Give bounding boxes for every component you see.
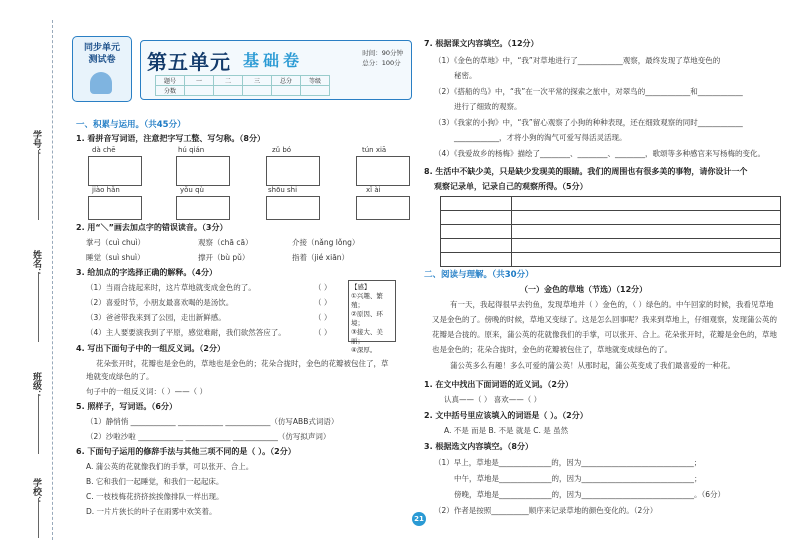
writing-grid[interactable] (176, 156, 230, 186)
definition-item: ④深厚。 (351, 346, 377, 354)
score-head-cell: 二 (214, 76, 243, 86)
q4-text: 花朵张开时，花瓣也是金色的，草地也是金色的；花朵合拢时，金色的花瓣被包住了，草 (96, 359, 389, 368)
writing-grid[interactable] (176, 196, 230, 220)
score-cell[interactable] (301, 86, 330, 96)
school-label: 学校： (31, 478, 41, 505)
score-head-cell: 题号 (156, 76, 185, 86)
score-head-cell: 等级 (301, 76, 330, 86)
page-number: 21 (412, 512, 426, 526)
id-label: 学号： (31, 130, 41, 157)
id-blank[interactable] (38, 150, 39, 220)
r2-options[interactable]: A. 不是 而是 B. 不是 就是 C. 是 虽然 (444, 426, 569, 435)
q6-option[interactable]: B. 它和我们一起睡觉，和我们一起起床。 (86, 477, 224, 486)
class-blank[interactable] (38, 394, 39, 454)
question-4: 4. 写出下面句子中的一组反义词。（2分） (76, 344, 225, 353)
pinyin-label: zǔ bó (272, 146, 292, 154)
reading-choice[interactable]: 介接（nǎng lǒng） (292, 238, 360, 247)
writing-grid[interactable] (356, 196, 410, 220)
writing-grid[interactable] (88, 156, 142, 186)
score-head-cell: 三 (243, 76, 272, 86)
q7-line: 秘密。 (454, 71, 477, 80)
reading-title: （一）金色的草地（节选）（12分） (520, 285, 648, 294)
name-blank[interactable] (38, 272, 39, 342)
school-blank[interactable] (38, 498, 39, 538)
answer-paren[interactable]: （ ） (314, 313, 332, 322)
reading-choice[interactable]: 掌弓（cuì chuì） (86, 238, 146, 247)
exam-meta (362, 48, 403, 68)
reading-choice[interactable]: 指着（jié xiān） (292, 253, 350, 262)
section-1-heading: 一、积累与运用。（共45分） (76, 120, 186, 130)
writing-grid[interactable] (266, 156, 320, 186)
exam-time: 时间：90分钟 (362, 49, 403, 57)
definition-item: ②原因、环境； (351, 310, 383, 327)
reading-question-2: 2. 文中括号里应该填入的词语是（ ）。（2分） (424, 411, 588, 420)
writing-grid[interactable] (88, 196, 142, 220)
q7-line[interactable]: ____________，才将小狗的淘气可爱写得活灵活现。 (454, 133, 627, 142)
q4-answer[interactable]: 句子中的一组反义词：（ ）——（ ） (86, 387, 208, 396)
answer-paren[interactable]: （ ） (314, 328, 332, 337)
q5-line[interactable]: （2）沙啦沙啦 ____________ ____________ ____________（仿写拟声词） (86, 432, 331, 441)
r3-line[interactable]: 傍晚，草地是______________的，因为______________________________。（6分） (454, 490, 726, 499)
q3-item: （2）喜爱时节，小朋友最喜欢喝的是汤饮。 (86, 298, 234, 307)
score-cell[interactable] (243, 86, 272, 96)
reading-choice[interactable]: 睡觉（suì shuì） (86, 253, 145, 262)
question-8: 8. 生活中不缺少美，只是缺少发现美的眼睛。我们的周围也有很多美的事物，请你设计一个 (424, 167, 748, 176)
question-2: 2. 用“＼”画去加点字的错误读音。（3分） (76, 223, 228, 232)
q6-option[interactable]: D. 一片片狭长的叶子在雨雾中欢笑着。 (86, 507, 217, 516)
exam-total: 总分：100分 (362, 59, 401, 67)
question-5: 5. 照样子，写词语。（6分） (76, 402, 177, 411)
pinyin-label: yǒu qù (180, 186, 204, 194)
pinyin-label: shōu shi (268, 186, 298, 194)
r3-line[interactable]: （1）早上，草地是______________的，因为______________________________； (434, 458, 702, 467)
score-cell[interactable] (272, 86, 301, 96)
q3-item: （3）爸爸带我来到了公园，走出新鲜感。 (86, 313, 226, 322)
q3-item: （4）主人要要演我到了平原，感觉难耐，我们欲然答应了。 (86, 328, 286, 337)
answer-paren[interactable]: （ ） (314, 283, 332, 292)
q3-item: （1）当雨合拢起来时，这片草地就变成金色的了。 (86, 283, 256, 292)
question-1: 1. 看拼音写词语，注意把字写工整、写匀称。（8分） (76, 134, 265, 143)
score-table (155, 75, 330, 96)
q7-line[interactable]: （3）《我家的小狗》中，“我”留心观察了小狗的种种表现，还在细致观察的同时____________ (434, 118, 743, 127)
binding-line (52, 20, 53, 540)
q6-option[interactable]: C. 一枝枝梅花挤挤挨挨像排队一样出现。 (86, 492, 224, 501)
badge-line-2: 测试卷 (88, 55, 116, 65)
badge-line-1: 同步单元 (83, 43, 120, 53)
q6-option[interactable]: A. 蒲公英的花就像我们的手掌，可以张开、合上。 (86, 462, 254, 471)
q5-line[interactable]: （1）静悄悄 ____________ ____________ ____________（仿写ABB式词语） (86, 417, 339, 426)
name-label: 姓名： (31, 250, 41, 277)
q7-line[interactable]: （4）《我爱故乡的杨梅》描绘了________、________、________，歌颂等多种感官来写杨梅的变化。 (434, 149, 766, 158)
q4-text: 地就变成绿色的了。 (86, 372, 154, 381)
question-7: 7. 根据课文内容填空。（12分） (424, 39, 539, 48)
r1-answer[interactable]: 认真——（ ） 喜欢——（ ） (444, 395, 542, 404)
q7-line: 进行了细致的观察。 (454, 102, 522, 111)
score-head-cell: 总分 (272, 76, 301, 86)
rocket-icon (90, 72, 112, 94)
title-banner (140, 40, 412, 100)
reading-question-1: 1. 在文中找出下面词语的近义词。（2分） (424, 380, 573, 389)
reading-question-3: 3. 根据选文内容填空。（8分） (424, 442, 533, 451)
answer-paren[interactable]: （ ） (314, 298, 332, 307)
pinyin-label: tún xiā (362, 146, 387, 154)
question-8-cont: 观察记录单，记录自己的观察所得。（5分） (434, 182, 588, 191)
pinyin-label: dà chē (92, 146, 116, 154)
class-label: 班级： (31, 372, 41, 399)
definition-item: ③接大、美丽； (351, 328, 383, 345)
question-3: 3. 给加点的字选择正确的解释。（4分） (76, 268, 217, 277)
writing-grid[interactable] (356, 156, 410, 186)
q7-line[interactable]: （2）《搭船的鸟》中，“我”在一次平常的探索之旅中，对翠鸟的____________和____________ (434, 87, 743, 96)
section-2-heading: 二、阅读与理解。（共30分） (424, 270, 534, 280)
observation-table[interactable] (440, 196, 781, 267)
score-cell[interactable] (214, 86, 243, 96)
reading-paragraph: 有一天，我起得很早去钓鱼，发现草地并（ ）金色的，（ ）绿色的。中午回家的时候，我看见草地又是金色的了。傍晚的时候，草地又变绿了。这是怎么回事呢？我来到草地上，仔细观察，发现蒲公英的花瓣是合拢的。原来，蒲公英的花就像我们的手掌，可以张开、合上。花朵张开时，花瓣是金色的，草地也是金色的；花朵合拢时，金色的花瓣被包住了，草地就变成绿色的了。 (432, 300, 777, 354)
definition-box-title: 【感】 (351, 283, 371, 291)
unit-subtitle: 基础卷 (243, 51, 304, 70)
pinyin-label: hú qián (178, 146, 205, 154)
definition-box (348, 280, 396, 354)
r3-line[interactable]: （2）作者是按照__________顺序来记录草地的颜色变化的。（2分） (434, 506, 658, 515)
score-head-cell: 一 (185, 76, 214, 86)
score-row-label: 分数 (156, 86, 185, 96)
writing-grid[interactable] (266, 196, 320, 220)
pinyin-label: xǐ ài (366, 186, 381, 194)
q7-line[interactable]: （1）《金色的草地》中，“我”对草地进行了____________观察，最终发现了草地变色的 (434, 56, 721, 65)
r3-line[interactable]: 中午，草地是______________的，因为______________________________； (454, 474, 702, 483)
score-cell[interactable] (185, 86, 214, 96)
reading-paragraph: 蒲公英多么有趣！多么可爱的蒲公英！从那时起，蒲公英变成了我们最喜爱的一种花。 (450, 361, 735, 370)
question-6: 6. 下面句子运用的修辞手法与其他三项不同的是（ ）。（2分） (76, 447, 296, 456)
unit-title: 第五单元 (147, 50, 231, 74)
reading-choice[interactable]: 观察（chā cā） (198, 238, 253, 247)
definition-item: ①兴趣、繁殖； (351, 292, 383, 309)
pinyin-label: jiào hǎn (92, 186, 120, 194)
reading-choice[interactable]: 撑开（bù pǔ） (198, 253, 250, 262)
